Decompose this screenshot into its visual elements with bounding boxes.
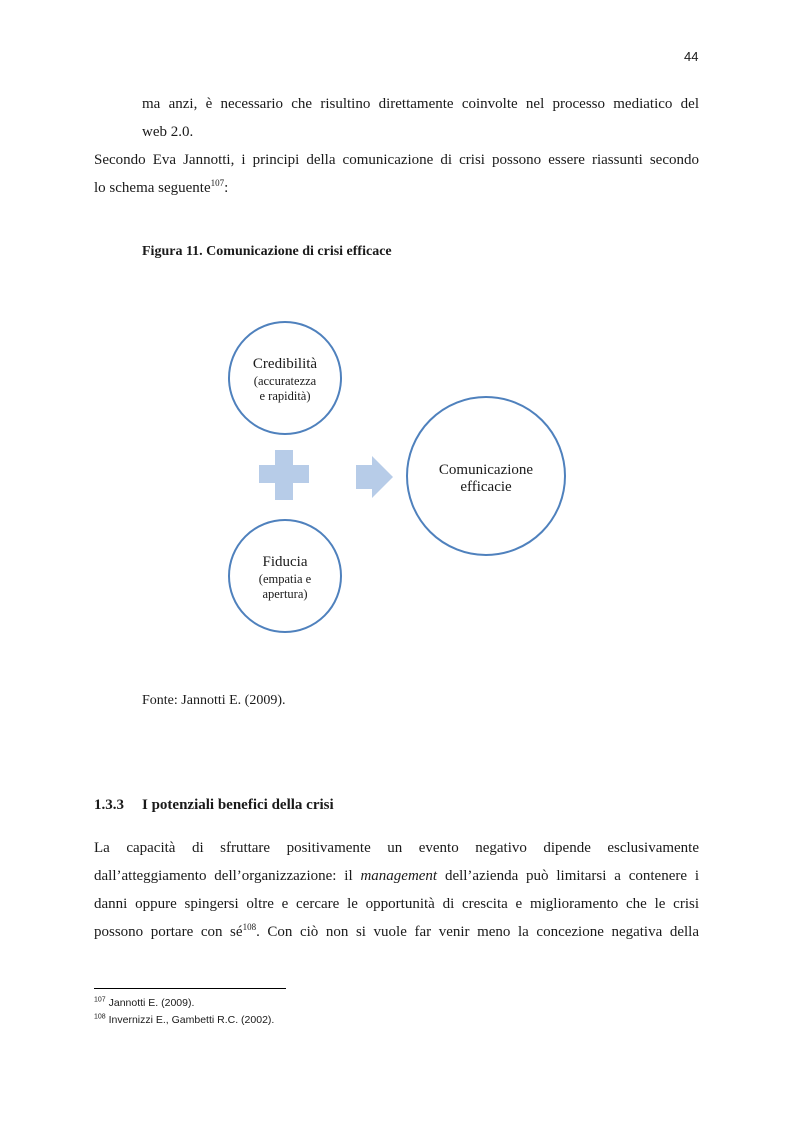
- emphasis-text: management: [360, 868, 438, 884]
- section-number: 1.3.3: [94, 797, 124, 813]
- figure-caption: Figura 11. Comunicazione di crisi efficace: [142, 244, 392, 259]
- node-result: [407, 397, 565, 555]
- footnote: [94, 997, 194, 1009]
- footnote-text: Jannotti E. (2009).: [105, 997, 195, 1009]
- plus-icon-vertical: [275, 450, 293, 500]
- footnote-ref: 108: [242, 922, 257, 932]
- node-trust-sub: (empatia e: [258, 572, 312, 586]
- footnote: [94, 1014, 274, 1026]
- footnote-text: Invernizzi E., Gambetti R.C. (2002).: [105, 1014, 275, 1026]
- body-text: dell’azienda può limitarsi a contenere i: [437, 868, 699, 884]
- body-text-line: [94, 178, 699, 198]
- footnote-number: 108: [94, 1013, 106, 1021]
- node-credibility-sub: (accuratezza: [253, 374, 317, 388]
- body-text-line: La capacità di sfruttare positivamente un evento negativo dipende esclusivamente: [94, 840, 699, 856]
- body-text: possono portare con sé: [94, 924, 243, 940]
- footnote-separator: [94, 988, 286, 989]
- arrow-right-icon: [356, 456, 393, 498]
- body-text: :: [224, 180, 229, 196]
- footnote-ref: 107: [210, 178, 225, 188]
- node-result-title: efficacie: [460, 479, 512, 495]
- body-text: lo schema seguente: [94, 180, 211, 196]
- body-text-line: web 2.0.: [142, 124, 194, 140]
- node-credibility: [229, 322, 341, 434]
- body-text-line: [94, 922, 699, 942]
- plus-icon: [259, 450, 309, 500]
- figure-source: Fonte: Jannotti E. (2009).: [142, 693, 286, 708]
- figure-diagram: [200, 310, 580, 640]
- body-text: dall’atteggiamento dell’organizzazione: il: [94, 868, 361, 884]
- section-title: I potenziali benefici della crisi: [142, 797, 334, 813]
- body-text-line: danni oppure spingersi oltre e cercare le opportunità di crescita e miglioramento che le crisi: [94, 896, 699, 912]
- node-credibility-sub: e rapidità): [259, 389, 311, 403]
- section-heading: [94, 797, 334, 814]
- body-text-line: ma anzi, è necessario che risultino direttamente coinvolte nel processo mediatico del: [142, 96, 699, 112]
- body-text-line: [94, 866, 699, 886]
- node-credibility-title: Credibilità: [252, 356, 318, 372]
- footnote-number: 107: [94, 996, 106, 1004]
- page-number: 44: [684, 49, 699, 64]
- body-text: . Con ciò non si vuole far venir meno la concezione negativa della: [256, 924, 699, 940]
- node-result-title: Comunicazione: [438, 462, 534, 478]
- node-trust-sub: apertura): [262, 587, 308, 601]
- node-trust-title: Fiducia: [262, 554, 308, 570]
- body-text-line: Secondo Eva Jannotti, i principi della comunicazione di crisi possono essere riassunti secondo: [94, 152, 699, 168]
- node-trust: [229, 520, 341, 632]
